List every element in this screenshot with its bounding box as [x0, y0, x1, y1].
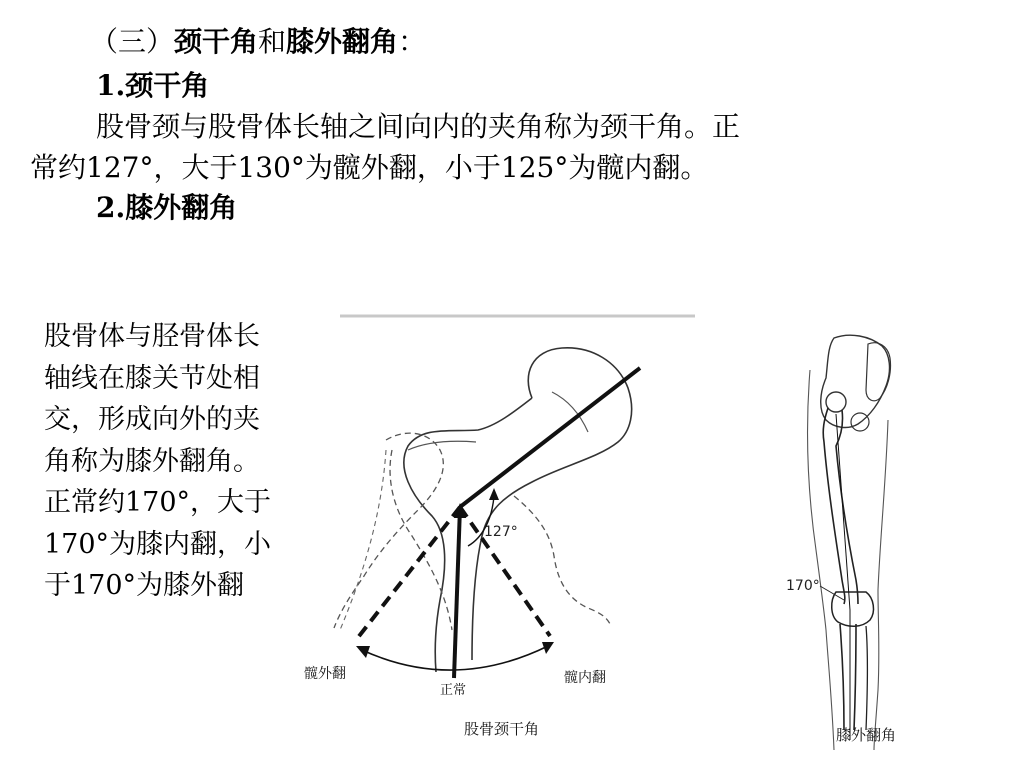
heading-term-knee-valgus-angle: 膝外翻角	[286, 25, 399, 58]
paragraph-line-2: 常约127°，大于130°为髋外翻，小于125°为髋内翻。	[30, 151, 709, 184]
knee-joint	[832, 592, 874, 626]
subheading-neck-shaft-angle: 1.颈干角	[96, 69, 210, 102]
sacrum	[866, 343, 891, 401]
angle-arc-arrowhead	[489, 488, 499, 500]
fibula	[866, 626, 868, 730]
description-line: 轴线在膝关节处相	[44, 362, 260, 394]
knee-valgus-figure	[770, 330, 924, 760]
femur-inner-contour	[408, 392, 588, 450]
femur-shaft	[823, 408, 845, 604]
knee-figure-caption: 膝外翻角	[836, 726, 897, 744]
dashed-outline-far-left	[340, 450, 386, 630]
knee-angle-description	[44, 316, 344, 607]
description-line: 正常约170°，大于	[44, 487, 272, 518]
neck-shaft-angle-figure	[300, 300, 700, 760]
paragraph-line-1: 股骨颈与股骨体长轴之间向内的夹角称为颈干角。正	[96, 110, 741, 143]
range-arc-left-arrowhead	[356, 646, 370, 658]
heading-colon: ：	[398, 25, 427, 58]
label-coxa-valga: 髋外翻	[304, 666, 346, 682]
description-line: 170°为膝内翻，小	[44, 528, 272, 560]
femoral-axis-line	[836, 414, 850, 610]
neck-shaft-figure-caption: 股骨颈干角	[464, 720, 540, 738]
knee-angle-label: 170°	[786, 578, 820, 594]
label-normal: 正常	[440, 683, 467, 698]
femur-outline	[404, 348, 632, 672]
description-line: 角称为膝外翻角。	[44, 445, 260, 477]
knee-angle-leader	[820, 586, 844, 600]
description-line: 股骨体与胫骨体长	[44, 321, 260, 352]
section-prefix: （三）	[90, 25, 175, 58]
shaft-axis-normal	[454, 507, 460, 678]
pelvis	[821, 335, 890, 427]
description-line: 于170°为膝外翻	[44, 570, 245, 601]
heading-term-neck-shaft-angle: 颈干角	[174, 25, 259, 58]
neck-shaft-angle-label: 127°	[484, 524, 518, 540]
label-coxa-vara: 髋内翻	[564, 670, 606, 686]
tibia	[840, 624, 856, 730]
neck-axis-line	[460, 368, 640, 507]
section-heading	[90, 22, 426, 62]
femoral-head	[826, 392, 846, 412]
heading-conjunction: 和	[258, 25, 287, 58]
description-line: 交，形成向外的夹	[44, 404, 260, 435]
subheading-knee-valgus-angle: 2.膝外翻角	[96, 191, 238, 224]
